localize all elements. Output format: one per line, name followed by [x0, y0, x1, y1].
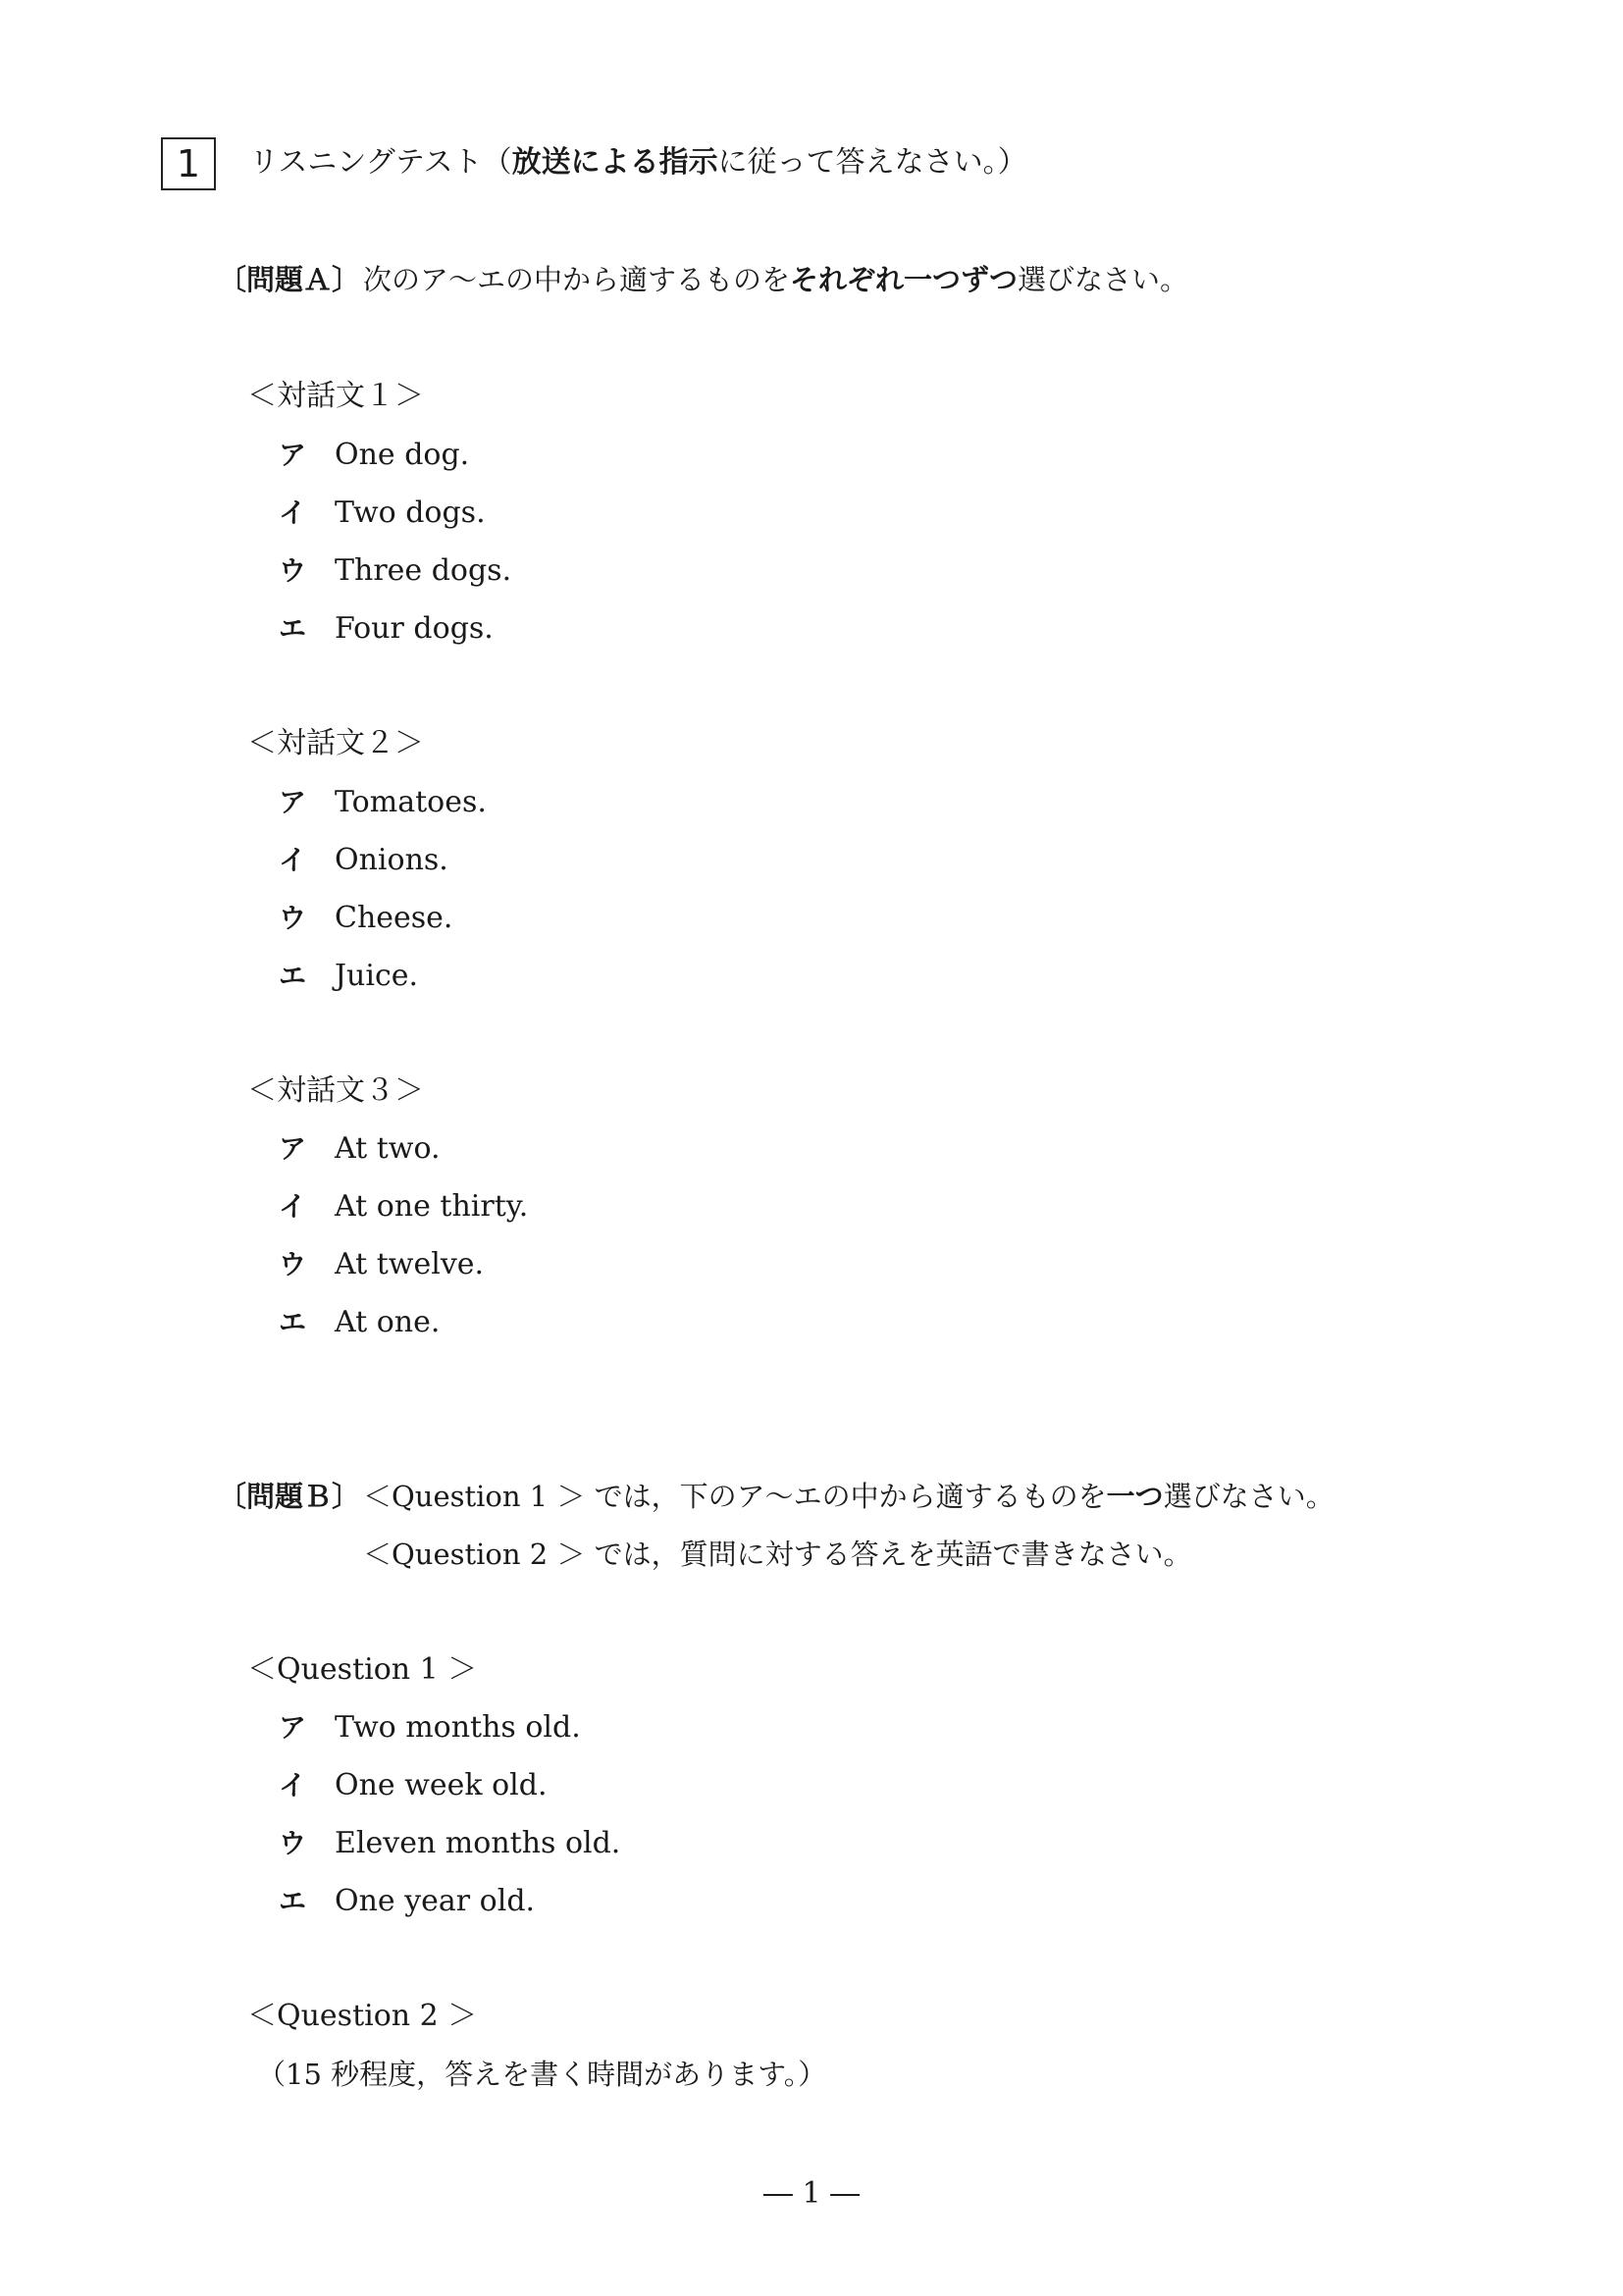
option-text: At one. — [335, 1305, 441, 1339]
section-title-prefix: リスニングテスト（ — [249, 145, 512, 180]
option-letter: ウ — [278, 1827, 306, 1859]
option-text: Eleven months old. — [335, 1826, 621, 1860]
part-a-label: 〔問題Ａ〕 — [218, 263, 361, 296]
option-letter: ア — [278, 1711, 306, 1744]
section-title-suffix: に従って答えなさい。） — [717, 145, 1027, 180]
dialogue-2-title: ＜対話文２＞ — [247, 726, 424, 760]
page-number: ― 1 ― — [762, 2176, 861, 2211]
part-b-instruction-line-2: ＜Question 2 ＞ では，質問に対する答えを英語で書きなさい。 — [363, 1538, 1192, 1571]
part-a-instruction-emphasis: それぞれ一つずつ — [790, 263, 1019, 296]
option-text: At one thirty. — [335, 1189, 529, 1224]
part-a-instruction — [363, 260, 1188, 299]
dialogue-3-title: ＜対話文３＞ — [247, 1073, 424, 1108]
question-number-box: 1 — [161, 137, 216, 190]
option-letter: ウ — [278, 1248, 306, 1280]
section-title — [249, 143, 1027, 183]
option-letter: ア — [278, 1132, 306, 1165]
option-text: Four dogs. — [335, 611, 494, 646]
part-a-instruction-suffix: 選びなさい。 — [1018, 263, 1189, 296]
dialogue-1-title: ＜対話文１＞ — [247, 379, 424, 413]
option-text: One week old. — [335, 1768, 548, 1802]
option-text: At twelve. — [335, 1247, 485, 1281]
option-letter: エ — [278, 612, 306, 645]
part-a-instruction-prefix: 次のア～エの中から適するものを — [363, 263, 791, 296]
option-letter: イ — [278, 496, 306, 529]
option-letter: ア — [278, 786, 306, 818]
option-letter: ウ — [278, 902, 306, 934]
option-letter: イ — [278, 1190, 306, 1223]
option-letter: エ — [278, 960, 306, 992]
part-b-instruction-line-1 — [363, 1477, 1335, 1516]
option-letter: エ — [278, 1306, 306, 1338]
question-1-title: ＜Question 1 ＞ — [247, 1652, 478, 1687]
section-title-emphasis: 放送による指示 — [511, 145, 718, 180]
option-text: Two dogs. — [335, 496, 486, 530]
option-text: Onions. — [335, 843, 448, 877]
option-letter: ウ — [278, 554, 306, 587]
option-text: Juice. — [335, 959, 419, 993]
question-2-title: ＜Question 2 ＞ — [247, 1999, 478, 2033]
option-text: One year old. — [335, 1884, 536, 1918]
part-b-line-1-suffix: 選びなさい。 — [1163, 1480, 1335, 1513]
option-letter: ア — [278, 439, 306, 471]
option-text: Two months old. — [335, 1710, 581, 1745]
option-letter: エ — [278, 1885, 306, 1917]
option-text: Tomatoes. — [335, 785, 487, 819]
part-b-line-1-prefix: ＜Question 1 ＞ では，下のア～エの中から適するものを — [363, 1480, 1107, 1513]
option-text: One dog. — [335, 438, 470, 472]
answer-time-note: （15 秒程度，答えを書く時間があります。） — [257, 2058, 827, 2091]
option-text: Cheese. — [335, 901, 453, 935]
part-b-label: 〔問題Ｂ〕 — [218, 1480, 361, 1513]
part-b-line-1-emphasis: 一つ — [1106, 1480, 1164, 1513]
option-text: At two. — [335, 1131, 441, 1166]
option-letter: イ — [278, 844, 306, 876]
option-letter: イ — [278, 1769, 306, 1801]
option-text: Three dogs. — [335, 553, 512, 588]
